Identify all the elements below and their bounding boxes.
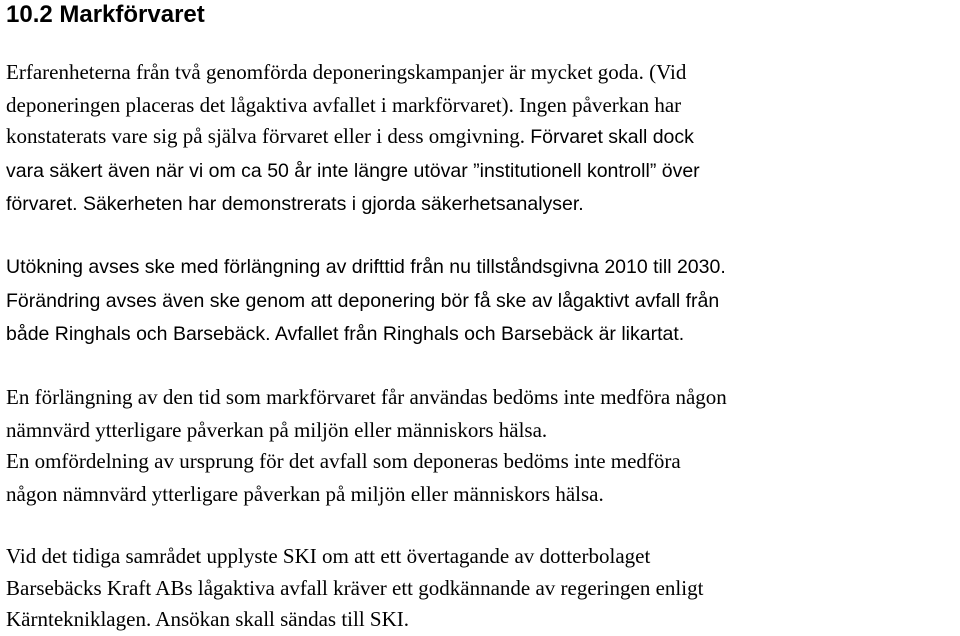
text-line: någon nämnvärd ytterligare påverkan på miljön eller människors hälsa. (6, 482, 604, 506)
text-line: Utökning avses ske med förlängning av drifttid från nu tillståndsgivna 2010 till 2030. (6, 256, 726, 278)
text-line: både Ringhals och Barsebäck. Avfallet från Ringhals och Barsebäck är likartat. (6, 323, 685, 345)
text-line: En förlängning av den tid som markförvaret får användas bedöms inte medföra någon (6, 385, 727, 409)
text-line: Erfarenheterna från två genomförda deponeringskampanjer är mycket goda. (Vid (6, 60, 687, 84)
text-segment-sans: Förvaret skall dock (530, 126, 694, 148)
text-line: nämnvärd ytterligare påverkan på miljön eller människors hälsa. (6, 418, 548, 442)
text-line: vara säkert även när vi om ca 50 år inte längre utövar ”institutionell kontroll” över (6, 160, 700, 182)
text-line: deponeringen placeras det lågaktiva avfallet i markförvaret). Ingen påverkan har (6, 93, 682, 117)
text-line: Kärntekniklagen. Ansökan skall sändas till SKI. (6, 607, 410, 631)
text-line: Vid det tidiga samrådet upplyste SKI om att ett övertagande av dotterbolaget (6, 544, 651, 568)
text-segment: konstaterats vare sig på själva förvaret eller i dess omgivning. (6, 124, 526, 148)
text-line: förvaret. Säkerheten har demonstrerats i gjorda säkerhetsanalyser. (6, 193, 584, 215)
text-line (6, 122, 694, 151)
text-line: En omfördelning av ursprung för det avfall som deponeras bedöms inte medföra (6, 449, 681, 473)
text-line: Förändring avses även ske genom att deponering bör få ske av lågaktivt avfall från (6, 290, 720, 312)
text-line: Barsebäcks Kraft ABs lågaktiva avfall kräver ett godkännande av regeringen enligt (6, 576, 704, 600)
section-heading: 10.2 Markförvaret (6, 1, 205, 28)
